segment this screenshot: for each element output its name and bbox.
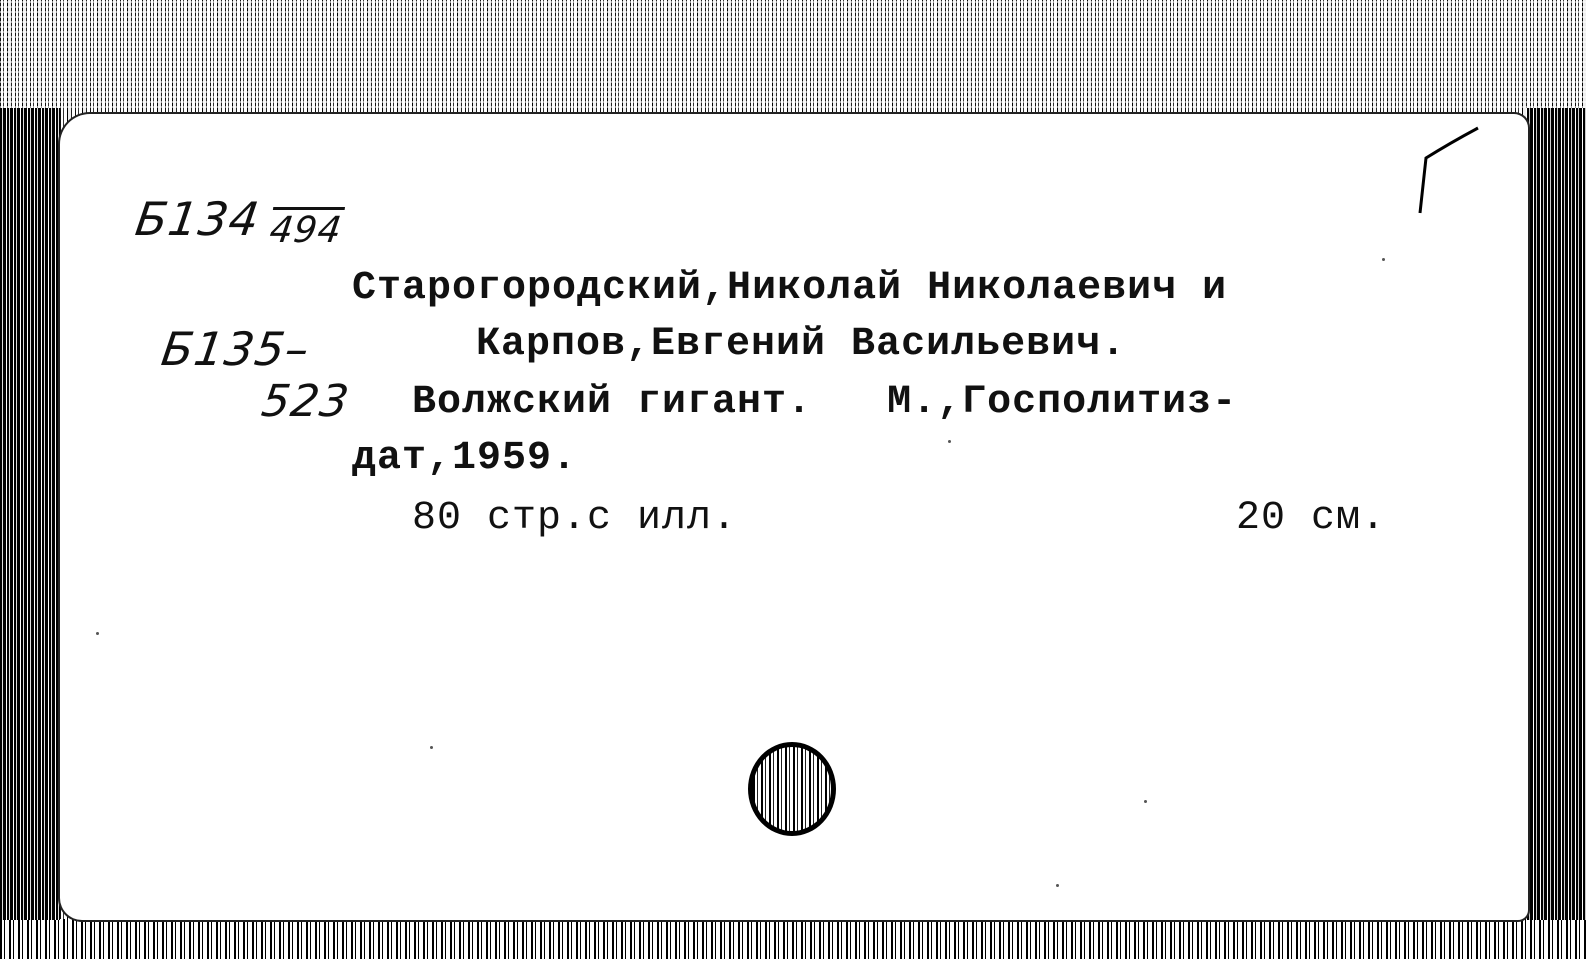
dust-speck [1382, 258, 1385, 261]
author-line: Старогородский,Николай Николаевич и [352, 266, 1228, 311]
size-line: 20 см. [1236, 496, 1387, 541]
dust-speck [430, 746, 433, 749]
scan-right-edge [1526, 108, 1586, 920]
dust-speck [96, 632, 99, 635]
imprint-line: дат,1959. [352, 436, 578, 481]
scan-left-edge [0, 108, 60, 920]
call-number-1: Б134 [132, 192, 264, 246]
dust-speck [1144, 800, 1147, 803]
title-line: Волжский гигант. М.,Госполитиз- [412, 380, 1238, 425]
dust-speck [1056, 884, 1059, 887]
call-number-2: Б135– [158, 322, 314, 376]
call-number-2-suffix: 523 [258, 376, 353, 427]
punch-hole [748, 742, 836, 836]
corner-pen-mark [1400, 118, 1520, 218]
dust-speck [948, 440, 951, 443]
call-number-1-suffix: 494 [267, 210, 345, 251]
pages-line: 80 стр.с илл. [412, 496, 738, 541]
coauthor-line: Карпов,Евгений Васильевич. [476, 322, 1127, 367]
